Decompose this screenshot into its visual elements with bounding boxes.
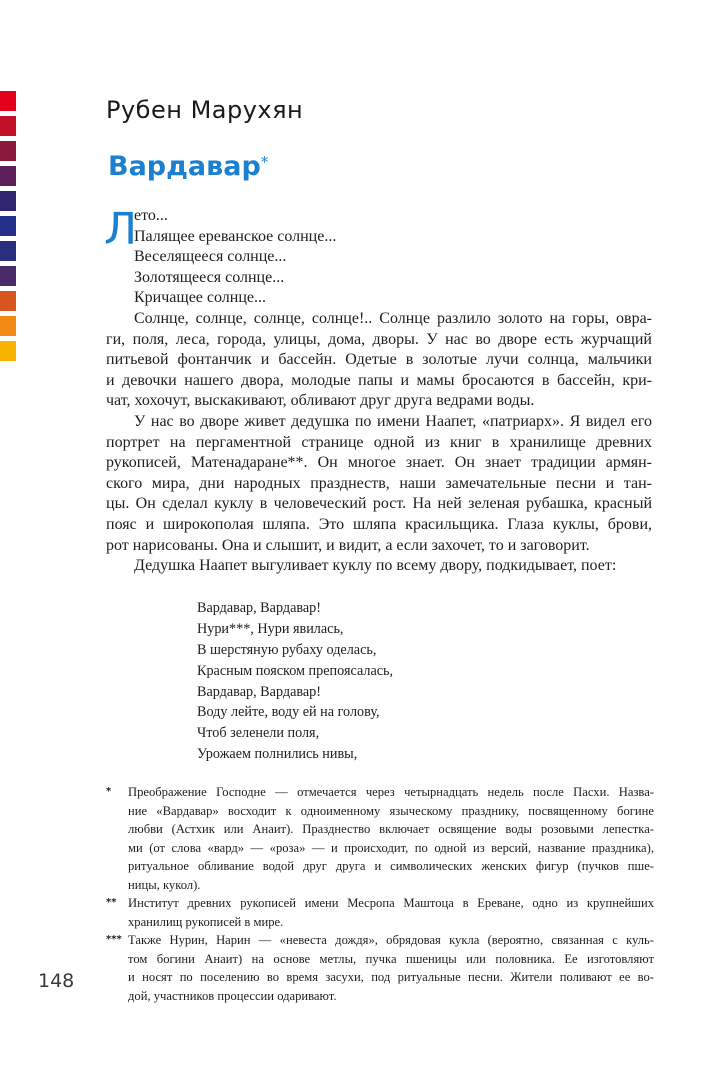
body-line: Веселящееся солнце... <box>134 248 287 266</box>
footnote-mark: * <box>106 786 112 797</box>
footnotes <box>106 783 654 1005</box>
footnote-line: том богини Анаит) на основе метлы, пучка пшеницы или половника. Ее изготовляют <box>128 951 654 966</box>
drop-cap: Л <box>104 204 138 255</box>
color-swatch <box>0 91 16 111</box>
footnote <box>106 894 654 931</box>
color-swatch <box>0 141 16 161</box>
page-number: 148 <box>38 970 75 992</box>
body-line: Золотящееся солнце... <box>134 268 285 286</box>
title-text: Вардавар <box>108 151 261 182</box>
body-line: рукописей, Матенадаране**. Он многое знает. Он знает традиции армян- <box>106 454 652 472</box>
body-line: У нас во дворе живет дедушка по имени Наапет, «патриарх». Я видел его <box>134 412 652 430</box>
footnote-line: Преображение Господне — отмечается через четырнадцать недель после Пасхи. Назва- <box>128 785 654 799</box>
footnote-line: Также Нурин, Нарин — «невеста дождя», обрядовая кукла (вероятно, связанная с куль- <box>128 933 654 947</box>
body-line: питьевой фонтанчик и бассейн. Одетые в золотые лучи солнца, мальчики <box>106 351 652 369</box>
author-name: Рубен Марухян <box>106 96 304 124</box>
body-line: Кричащее солнце... <box>134 289 267 307</box>
body-line: Палящее ереванское солнце... <box>134 227 337 245</box>
footnote <box>106 931 654 1005</box>
footnote-line: и носят по поселению во время засухи, под ритуальные песни. Жители поливают ее во- <box>128 970 654 984</box>
poem-line: Вардавар, Вардавар! <box>197 600 321 616</box>
body-line: и девочки нашего двора, молодые папы и мамы бросаются в бассейн, кри- <box>106 371 652 389</box>
color-swatch <box>0 216 16 236</box>
body-text <box>106 206 652 577</box>
footnote-line: ритуальное обливание водой друг друга и символических женских фигур (пучков пше- <box>128 859 654 873</box>
body-line: ского мира, дни народных празднеств, наши замечательные песни и тан- <box>106 474 652 492</box>
title-footnote-mark: * <box>260 153 269 171</box>
body-line: рот нарисованы. Она и слышит, и видит, а если захочет, то и заговорит. <box>106 536 590 554</box>
footnote-line: Институт древних рукописей имени Месропа Маштоца в Ереване, одно из крупнейших <box>128 896 654 910</box>
color-swatch <box>0 316 16 336</box>
footnote-mark: ** <box>106 897 117 908</box>
footnote-line: дой, участников процессии одаривают. <box>128 988 337 1003</box>
color-swatch <box>0 241 16 261</box>
color-swatch <box>0 266 16 286</box>
color-swatch <box>0 191 16 211</box>
poem-line: Воду лейте, воду ей на голову, <box>197 704 380 721</box>
footnote-line: ницы, кукол). <box>128 877 201 892</box>
footnote-line: любви (Астхик или Анаит). Празднество включает освящение воды розовыми лепестка- <box>128 822 654 836</box>
color-swatch <box>0 341 16 361</box>
poem-line: Вардавар, Вардавар! <box>197 683 321 700</box>
footnote-line: ние «Вардавар» восходит к одноименному языческому празднику, посвященному богине <box>128 803 654 818</box>
page-title <box>108 151 268 182</box>
body-line: чат, хохочут, выскакивают, обливают друг друга ведрами воды. <box>106 392 535 410</box>
body-line: ето... <box>134 207 168 224</box>
body-line: ги, поля, леса, города, улицы, дома, дворы. У нас во дворе есть журчащий <box>106 330 652 348</box>
footnote-mark: *** <box>106 934 122 945</box>
body-line: портрет на пергаментной странице одной из книг в хранилище древних <box>106 433 652 451</box>
body-line: Дедушка Наапет выгуливает куклу по всему двору, подкидывает, поет: <box>134 557 617 575</box>
color-swatch <box>0 291 16 311</box>
color-swatch <box>0 166 16 186</box>
footnote-line: ми (от слова «вард» — «роза» — и происходит, по одной из версий, название праздника), <box>128 840 654 855</box>
body-line: пояс и широкополая шляпа. Это шляпа красильщика. Глаза куклы, брови, <box>106 515 652 533</box>
poem-line: Чтоб зеленели поля, <box>197 725 320 742</box>
poem <box>197 598 393 765</box>
poem-line: Нури***, Нури явилась, <box>197 620 344 637</box>
color-strip <box>0 91 16 366</box>
body-line: цы. Он сделал куклу в человеческий рост. На ней зеленая рубашка, красный <box>106 495 652 513</box>
body-line: Солнце, солнце, солнце, солнце!.. Солнце разлило золото на горы, овра- <box>134 309 652 327</box>
poem-line: Урожаем полнились нивы, <box>197 746 358 763</box>
footnote-line: хранилищ рукописей в мире. <box>128 914 284 929</box>
poem-line: В шерстяную рубаху оделась, <box>197 641 377 658</box>
poem-line: Красным пояском препоясалась, <box>197 662 394 679</box>
footnote <box>106 783 654 894</box>
color-swatch <box>0 116 16 136</box>
